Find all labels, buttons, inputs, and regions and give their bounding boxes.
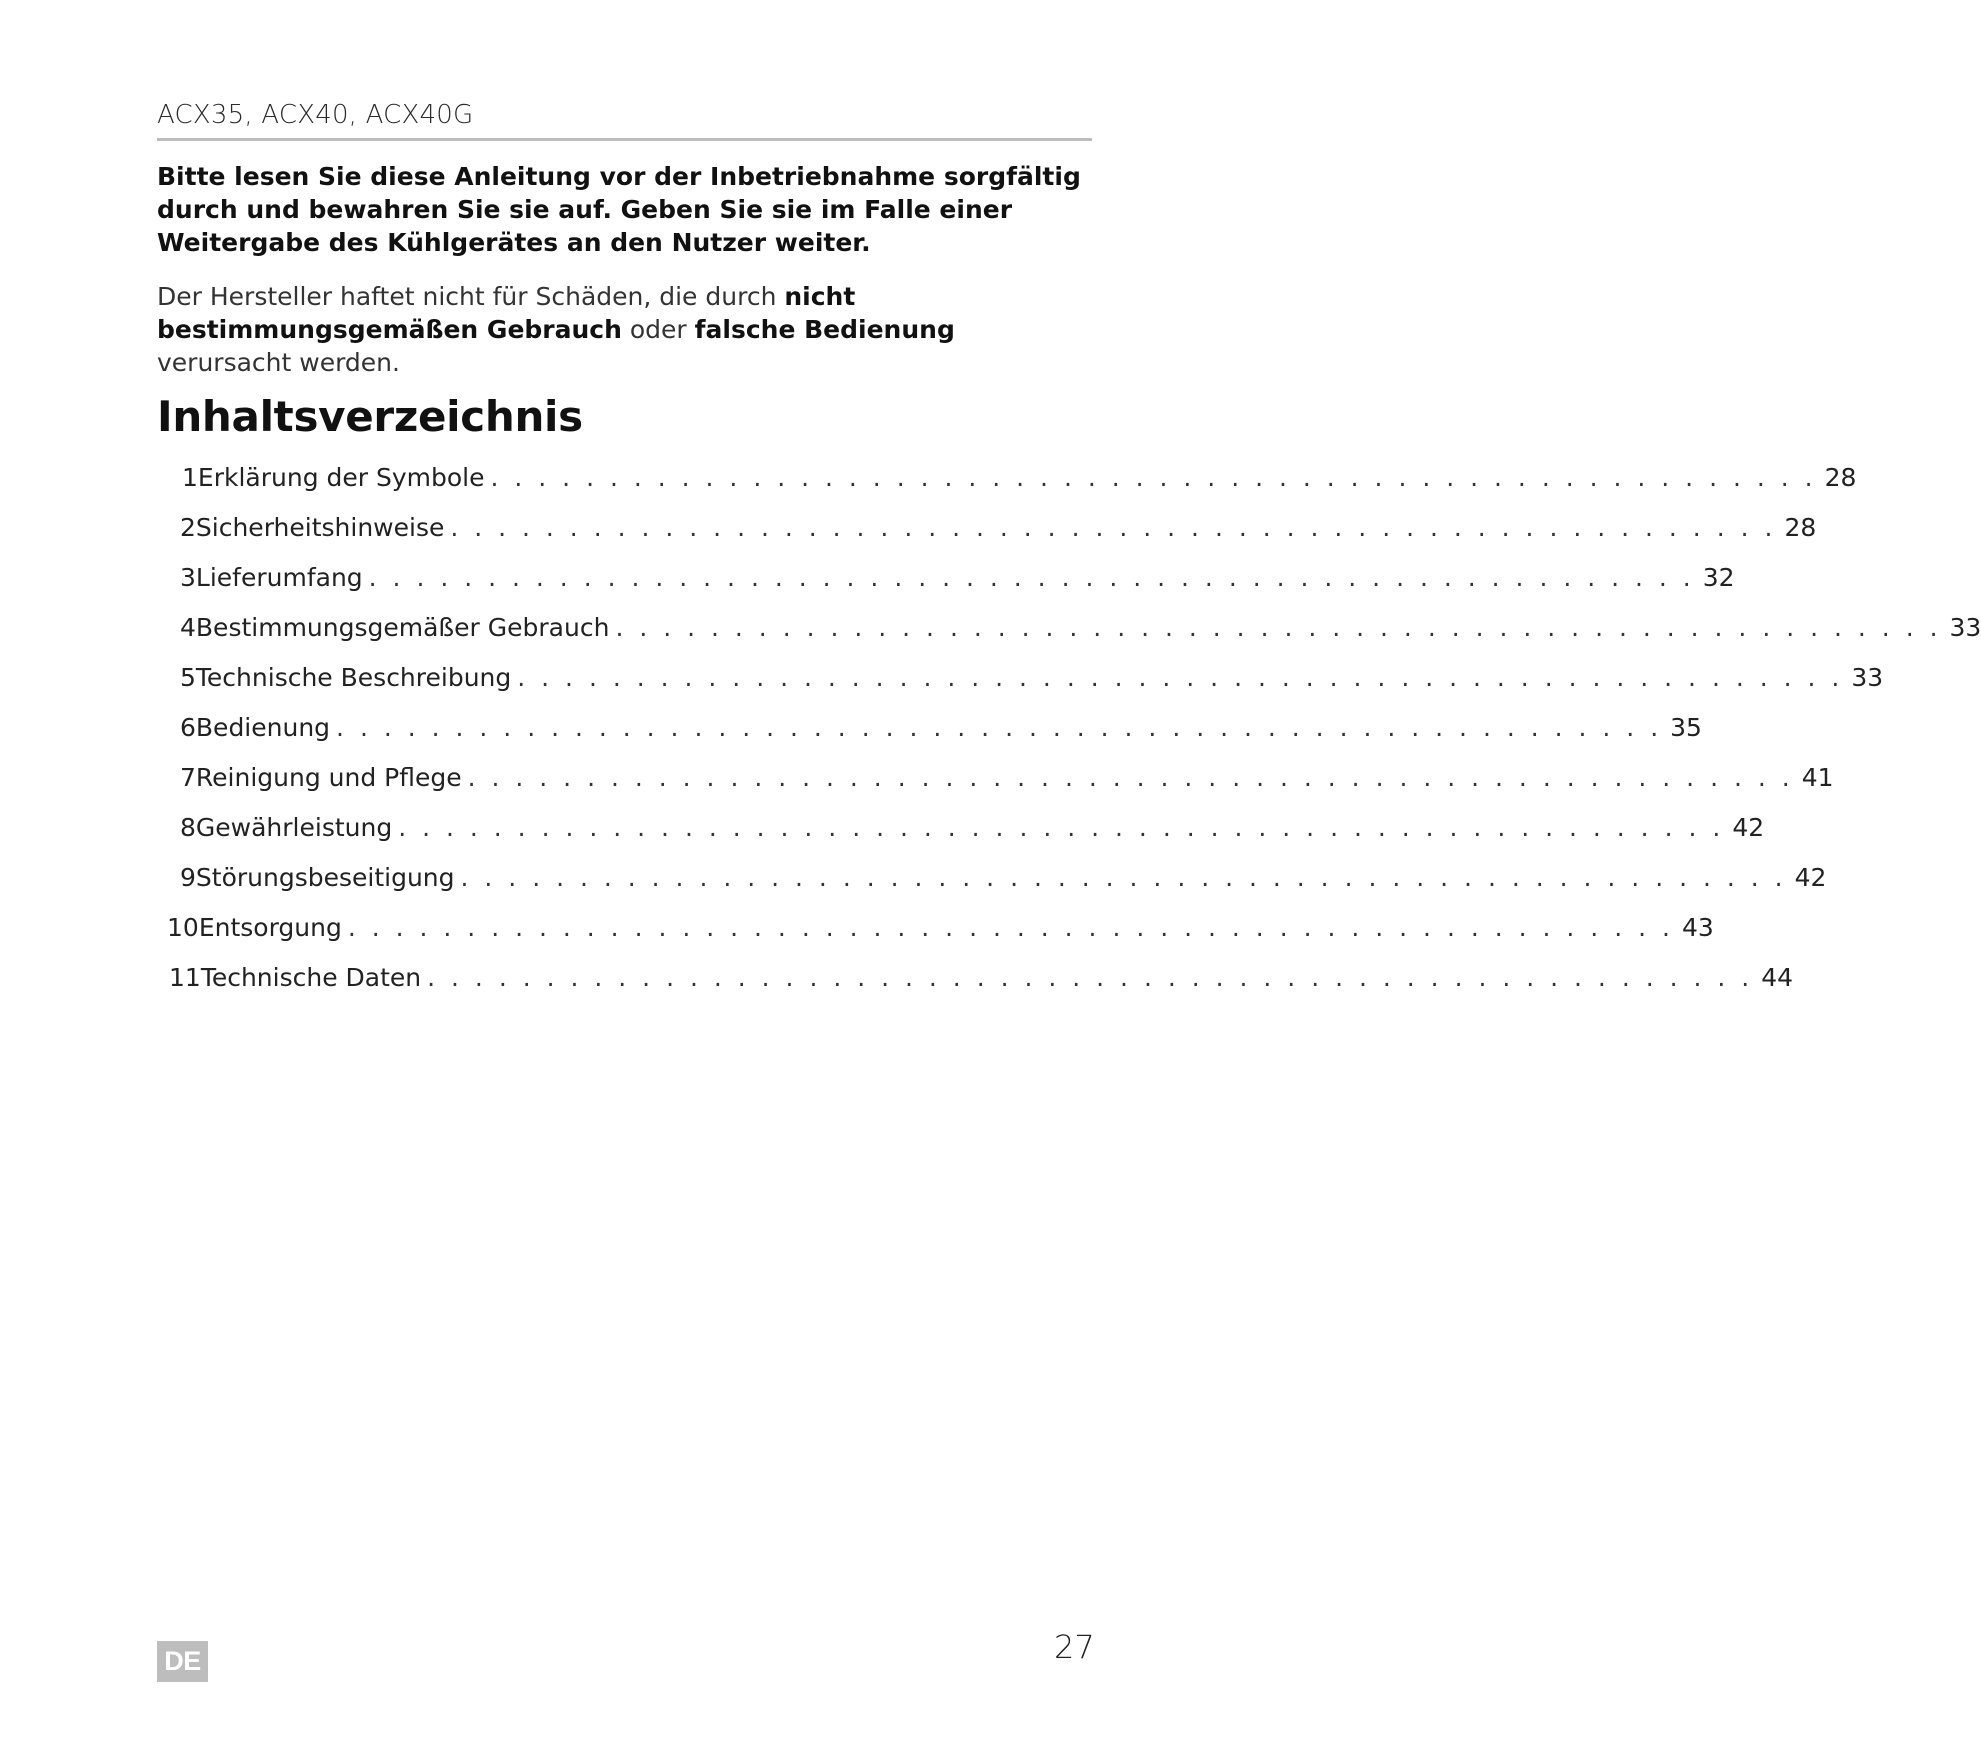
toc-entry-1[interactable] [182, 463, 1857, 499]
toc-leader-dots: . . . . . . . . . . . . . . . . . . . . . . . . . . . . . . . . . . . . . . . . . . . . . . . . . . . . . . . . [336, 713, 1663, 742]
toc-entry-8[interactable] [180, 813, 1765, 849]
toc-entry-label: Sicherheitshinweise [195, 513, 445, 542]
liability-text-2: oder [621, 315, 695, 344]
intro-bold-paragraph: Bitte lesen Sie diese Anleitung vor der Inbetriebnahme sorgfältig durch und bewahren Sie sie auf. Geben Sie sie im Falle einer Weitergabe des Kühlgerätes an den Nutzer weiter. [157, 162, 1081, 257]
toc-entry-label: Entsorgung [198, 913, 342, 942]
toc-entry-number: 1 [182, 463, 198, 492]
toc-entry-label: Störungsbeseitigung [195, 863, 455, 892]
toc-entry-page: 32 [1702, 563, 1735, 592]
toc-title: Inhaltsverzeichnis [157, 392, 583, 441]
toc-entry-9[interactable] [180, 863, 1827, 899]
page-number: 27 [1054, 1628, 1095, 1666]
toc-entry-page: 28 [1824, 463, 1857, 492]
toc-leader-dots: . . . . . . . . . . . . . . . . . . . . . . . . . . . . . . . . . . . . . . . . . . . . . . . . . . . . . . . . [347, 913, 1674, 942]
toc-entry-page: 35 [1670, 713, 1702, 742]
toc-entry-label: Bestimmungsgemäßer Gebrauch [195, 613, 610, 642]
liability-paragraph [157, 280, 1097, 379]
toc-leader-dots: . . . . . . . . . . . . . . . . . . . . . . . . . . . . . . . . . . . . . . . . . . . . . . . . . . . . . . . . [398, 813, 1725, 842]
toc-entry-number: 5 [180, 663, 196, 692]
toc-leader-dots: . . . . . . . . . . . . . . . . . . . . . . . . . . . . . . . . . . . . . . . . . . . . . . . . . . . . . . . . [368, 563, 1695, 592]
language-badge: DE [157, 1641, 208, 1682]
header-divider [157, 138, 1092, 141]
toc-entry-page: 33 [1949, 613, 1981, 642]
toc-entry-number: 8 [180, 813, 196, 842]
toc-leader-dots: . . . . . . . . . . . . . . . . . . . . . . . . . . . . . . . . . . . . . . . . . . . . . . . . . . . . . . . . [517, 663, 1844, 692]
toc-entry-number: 4 [180, 613, 196, 642]
toc-leader-dots: . . . . . . . . . . . . . . . . . . . . . . . . . . . . . . . . . . . . . . . . . . . . . . . . . . . . . . . . [460, 863, 1787, 892]
toc-leader-dots: . . . . . . . . . . . . . . . . . . . . . . . . . . . . . . . . . . . . . . . . . . . . . . . . . . . . . . . . [427, 963, 1754, 992]
toc-entry-page: 43 [1681, 913, 1714, 942]
model-line: ACX35, ACX40, ACX40G [157, 100, 474, 130]
toc-entry-number: 9 [180, 863, 196, 892]
toc-entry-label: Lieferumfang [195, 563, 363, 592]
liability-bold-1: nicht bestimmungsgemäßen Gebrauch [157, 282, 856, 344]
toc-entry-page: 28 [1784, 513, 1817, 542]
toc-entry-page: 42 [1732, 813, 1765, 842]
toc-entry-label: Technische Beschreibung [195, 663, 512, 692]
toc-entry-number: 2 [180, 513, 196, 542]
toc-leader-dots: . . . . . . . . . . . . . . . . . . . . . . . . . . . . . . . . . . . . . . . . . . . . . . . . . . . . . . . . [490, 463, 1817, 492]
liability-text-1: Der Hersteller haftet nicht für Schäden, die durch [157, 282, 785, 311]
toc-entry-number: 6 [180, 713, 196, 742]
toc-leader-dots: . . . . . . . . . . . . . . . . . . . . . . . . . . . . . . . . . . . . . . . . . . . . . . . . . . . . . . . . [450, 513, 1777, 542]
toc-entry-number: 10 [167, 913, 199, 942]
toc-entry-page: 44 [1761, 963, 1794, 992]
toc-entry-label: Reinigung und Pflege [195, 763, 462, 792]
toc-entry-label: Bedienung [195, 713, 331, 742]
toc-leader-dots: . . . . . . . . . . . . . . . . . . . . . . . . . . . . . . . . . . . . . . . . . . . . . . . . . . . . . . . . [467, 763, 1794, 792]
toc-entry-page: 41 [1801, 763, 1834, 792]
toc-entry-3[interactable] [180, 563, 1735, 599]
toc-entry-number: 11 [169, 963, 201, 992]
toc-entry-5[interactable] [180, 663, 1884, 699]
toc-entry-label: Gewährleistung [195, 813, 393, 842]
liability-text-3: verursacht werden. [157, 348, 400, 377]
toc-entry-2[interactable] [180, 513, 1817, 549]
toc-entry-number: 7 [180, 763, 196, 792]
toc-entry-page: 33 [1851, 663, 1884, 692]
toc-entry-4[interactable] [180, 613, 1981, 649]
liability-bold-2: falsche Bedienung [694, 315, 955, 344]
toc-entry-number: 3 [180, 563, 196, 592]
toc-entry-label: Technische Daten [200, 963, 422, 992]
toc-entry-6[interactable] [180, 713, 1702, 749]
toc-entry-page: 42 [1794, 863, 1827, 892]
toc-entry-7[interactable] [180, 763, 1834, 799]
toc-entry-11[interactable] [169, 963, 1794, 999]
toc-entry-label: Erklärung der Symbole [197, 463, 485, 492]
toc-leader-dots: . . . . . . . . . . . . . . . . . . . . . . . . . . . . . . . . . . . . . . . . . . . . . . . . . . . . . . . . [615, 613, 1942, 642]
toc-entry-10[interactable] [167, 913, 1714, 949]
